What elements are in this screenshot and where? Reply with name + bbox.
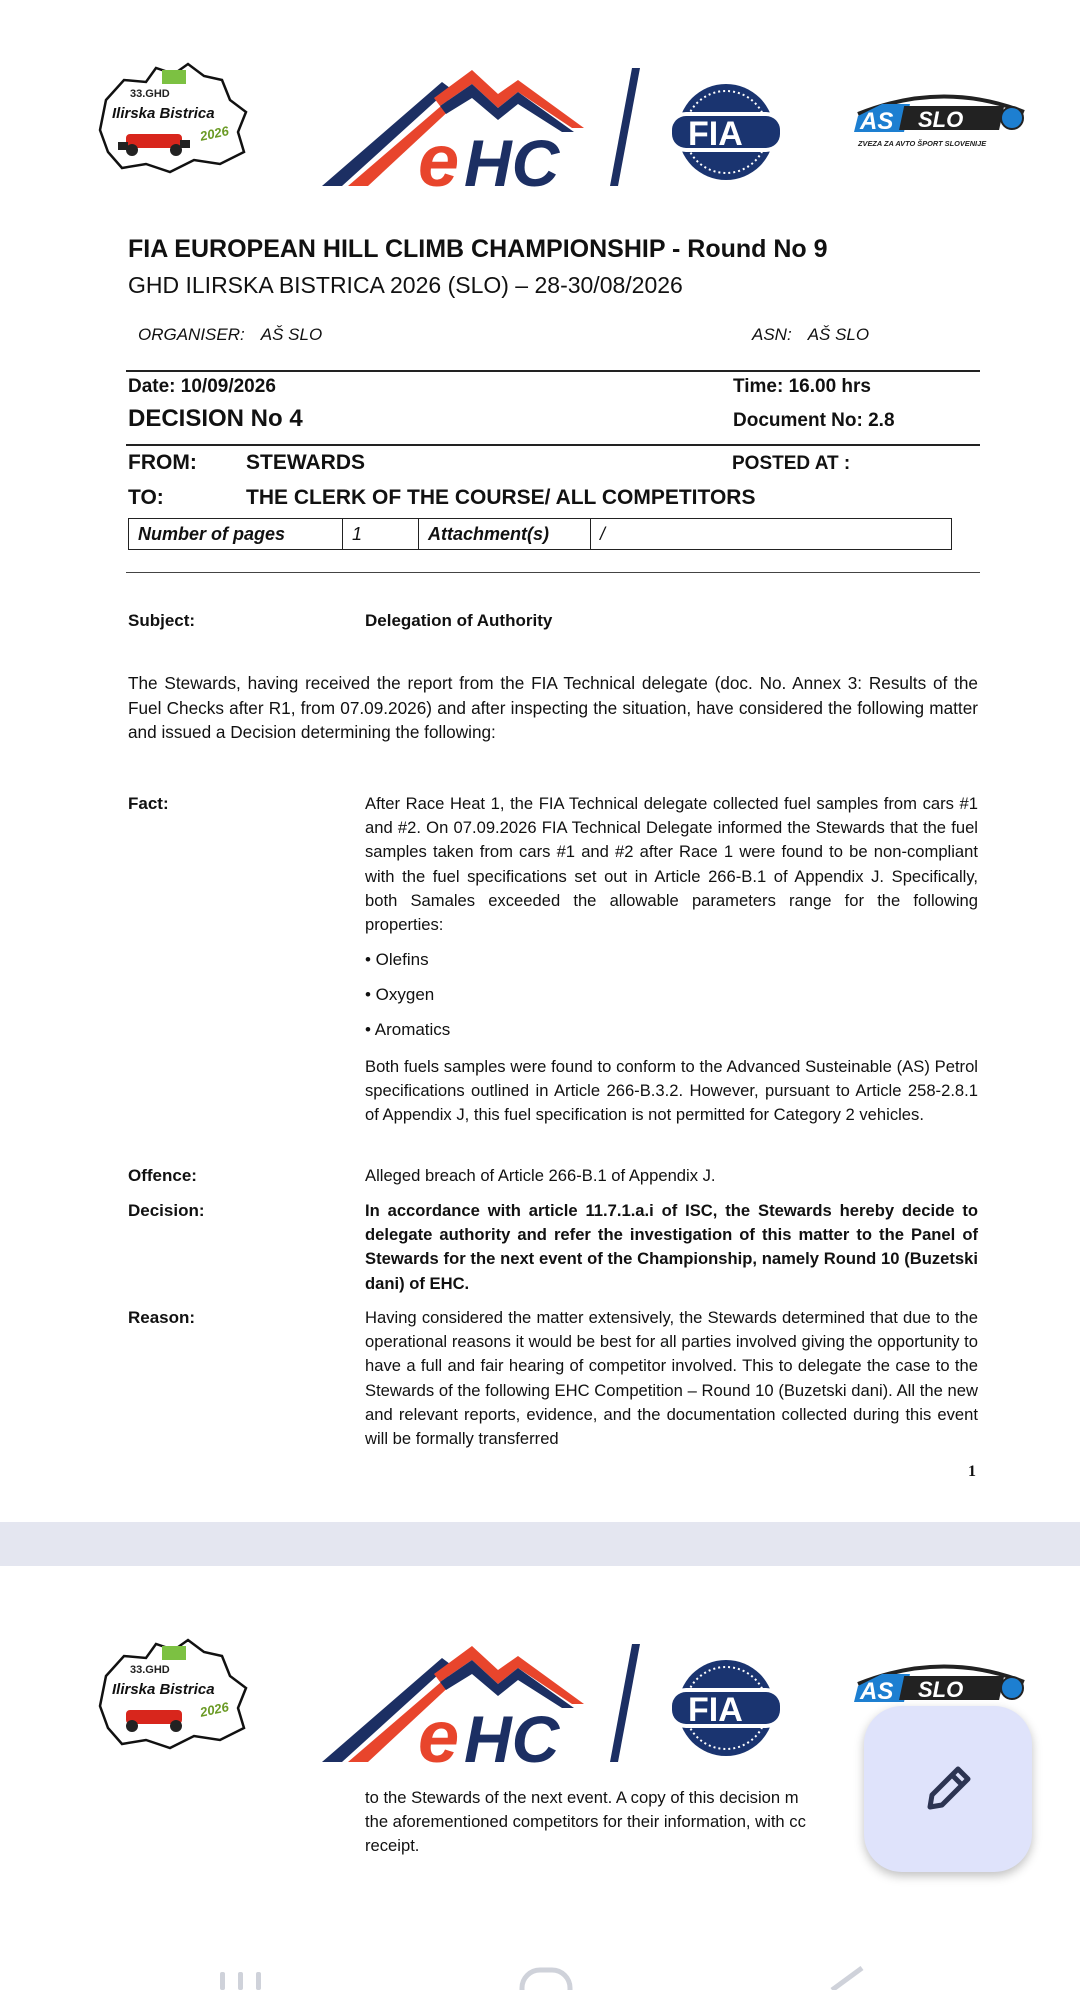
svg-text:HC: HC xyxy=(464,126,560,192)
svg-text:Ilirska Bistrica: Ilirska Bistrica xyxy=(112,105,215,122)
as-slo-logo xyxy=(852,88,1030,154)
fact-label: Fact: xyxy=(128,794,169,813)
decision-number: DECISION No 4 xyxy=(128,405,303,432)
decision-label: Decision: xyxy=(128,1201,205,1220)
ehc-logo xyxy=(322,62,652,192)
fact-text-2: Both fuels samples were found to conform to the Advanced Susteinable (AS) Petrol specifications outlined in Article 266-B.3.2. However, pursuant to Article 258-2.8.1 of Appendix J, this fuel specification is not permitted for Category 2 vehicles. xyxy=(365,1057,978,1125)
svg-text:AS: AS xyxy=(860,108,894,135)
svg-text:FIA: FIA xyxy=(688,1691,743,1729)
svg-text:2026: 2026 xyxy=(198,1699,231,1720)
offence-text: Alleged breach of Article 266-B.1 of Appendix J. xyxy=(365,1166,716,1185)
reason-label: Reason: xyxy=(128,1308,196,1327)
offence-label: Offence: xyxy=(128,1166,197,1185)
document-subtitle: GHD ILIRSKA BISTRICA 2026 (SLO) – 28-30/08/2026 xyxy=(128,272,683,298)
page-number: 1 xyxy=(968,1463,976,1480)
edit-fab-button[interactable] xyxy=(864,1706,1032,1872)
posted-at: POSTED AT : xyxy=(732,453,851,474)
document-time: Time: 16.00 hrs xyxy=(733,376,872,397)
svg-text:ZVEZA ZA AVTO ŠPORT SLOVENIJE: ZVEZA ZA AVTO ŠPORT SLOVENIJE xyxy=(858,139,987,148)
reason-text: Having considered the matter extensively, the Stewards determined that due to the operational reasons it would be best for all parties involved giving the opportunity to have a full and fair hearing of competitor involved. This to delegate the case to the Stewards of the following EHC Competition – Round 10 (Buzetski dani). All the new and relevant reports, evidence, and the documentation collected during this event will be formally transferred xyxy=(365,1308,978,1449)
intro-paragraph: The Stewards, having received the report from the FIA Technical delegate (doc. No. Annex 3: Results of the Fuel Checks after R1, from 07.09.2026) and after inspecting the situation, have considered the following matter and issued a Decision determining the following: xyxy=(128,673,978,742)
fia-logo xyxy=(660,1658,790,1758)
svg-text:33.GHD: 33.GHD xyxy=(130,1664,170,1676)
pages-table xyxy=(128,518,952,550)
subject-label: Subject: xyxy=(128,611,196,630)
to-label: TO: xyxy=(128,486,164,509)
bullet-olefins: • Olefins xyxy=(365,950,429,969)
svg-text:SLO: SLO xyxy=(918,107,964,132)
attachments-value: / xyxy=(600,523,606,544)
from-value: STEWARDS xyxy=(246,451,366,474)
pages-value: 1 xyxy=(343,519,419,549)
divider xyxy=(126,370,980,372)
ghd-ilirska-bistrica-logo xyxy=(96,1636,251,1751)
svg-text:e: e xyxy=(418,119,460,192)
bullet-oxygen: • Oxygen xyxy=(365,985,435,1004)
back-nav-icon[interactable] xyxy=(818,1966,868,1990)
svg-text:AS: AS xyxy=(860,1678,894,1705)
svg-text:33.GHD: 33.GHD xyxy=(130,88,170,100)
ghd-ilirska-bistrica-logo xyxy=(96,60,251,175)
bullet-aromatics: • Aromatics xyxy=(365,1020,451,1039)
ehc-logo xyxy=(322,1638,652,1768)
attachments-label: Attachment(s) xyxy=(419,519,591,549)
svg-text:2026: 2026 xyxy=(198,123,231,144)
to-value: THE CLERK OF THE COURSE/ ALL COMPETITORS xyxy=(246,486,756,509)
continued-text: to the Stewards of the next event. A copy of this decision m the aforementioned competitors for their information, with cc receipt. xyxy=(365,1788,806,1855)
fia-logo xyxy=(660,82,790,182)
page-gap xyxy=(0,1522,1080,1566)
from-label: FROM: xyxy=(128,451,197,474)
pages-label: Number of pages xyxy=(129,519,343,549)
document-date: Date: 10/09/2026 xyxy=(128,376,276,397)
organiser: ORGANISER: AŠ SLO xyxy=(138,325,323,344)
document-number: Document No: 2.8 xyxy=(733,410,895,431)
svg-text:HC: HC xyxy=(464,1702,560,1768)
asn: ASN: AŠ SLO xyxy=(752,325,870,344)
fact-text: After Race Heat 1, the FIA Technical delegate collected fuel samples from cars #1 and #2. On 07.09.2026 FIA Technical Delegate informed the Stewards that the fuel samples taken from cars #1 and #2 after Race 1 were found to be non-compliant with the fuel specifications set out in Article 266-B.1 of Appendix J. Specifically, both Samales exceeded the allowable parameters range for the following properties: xyxy=(365,794,978,935)
svg-text:Ilirska Bistrica: Ilirska Bistrica xyxy=(112,1681,215,1698)
home-nav-icon[interactable] xyxy=(516,1966,576,1990)
svg-text:e: e xyxy=(418,1695,460,1768)
svg-text:SLO: SLO xyxy=(918,1677,964,1702)
pencil-icon xyxy=(916,1757,980,1821)
divider xyxy=(126,444,980,446)
document-title: FIA EUROPEAN HILL CLIMB CHAMPIONSHIP - Round No 9 xyxy=(128,235,828,263)
subject-value: Delegation of Authority xyxy=(365,611,553,630)
decision-text: In accordance with article 11.7.1.a.i of ISC, the Stewards hereby decide to delegate authority and refer the investigation of this matter to the Panel of Stewards for the next event of the Championship, namely Round 10 (Buzetski dani) of EHC. xyxy=(365,1201,978,1293)
divider xyxy=(126,572,980,573)
svg-text:FIA: FIA xyxy=(688,115,743,153)
menu-nav-icon[interactable] xyxy=(216,1966,268,1990)
